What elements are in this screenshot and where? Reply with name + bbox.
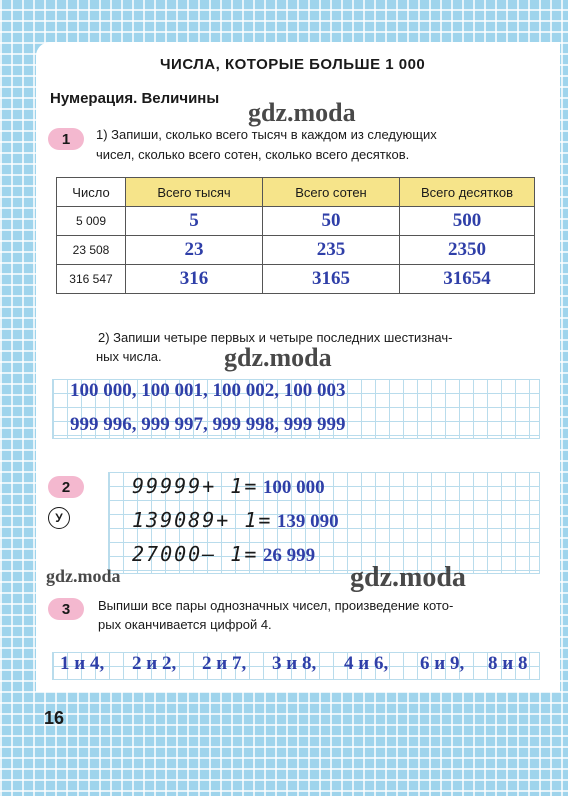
section-subtitle: Нумерация. Величины xyxy=(50,90,220,107)
task-1-number: 1 xyxy=(48,128,84,150)
pair-answer: 1 и 4, xyxy=(60,653,105,674)
task-1-part-2-line-2: ных числа. xyxy=(96,349,162,364)
equation-3-answer: 26 999 xyxy=(262,545,316,566)
task-2-number: 2 xyxy=(48,476,84,498)
table-row xyxy=(57,236,535,265)
pair-answer: 4 и 6, xyxy=(344,653,389,674)
cell-number: 5 009 xyxy=(57,207,126,236)
equation-2 xyxy=(132,508,339,533)
cell-tens: 31654 xyxy=(400,265,535,294)
cell-tens: 2350 xyxy=(400,236,535,265)
watermark: gdz.moda xyxy=(248,98,356,127)
page-title: ЧИСЛА, КОТОРЫЕ БОЛЬШЕ 1 000 xyxy=(160,56,426,73)
cell-hundreds: 3165 xyxy=(263,265,400,294)
cell-thousands: 5 xyxy=(126,207,263,236)
pair-answer: 8 и 8 xyxy=(488,653,528,674)
equation-2-expression: 139089+ 1= xyxy=(132,508,273,532)
cell-number: 316 547 xyxy=(57,265,126,294)
cell-hundreds: 50 xyxy=(263,207,400,236)
answer-first-numbers: 100 000, 100 001, 100 002, 100 003 xyxy=(70,380,346,401)
watermark: gdz.moda xyxy=(46,566,121,586)
pair-answer: 2 и 2, xyxy=(132,653,177,674)
watermark: gdz.moda xyxy=(350,562,466,593)
pair-answer: 3 и 8, xyxy=(272,653,317,674)
equation-1-expression: 99999+ 1= xyxy=(132,474,259,498)
header-hundreds: Всего сотен xyxy=(263,178,400,207)
equation-3 xyxy=(132,542,315,567)
answer-last-numbers: 999 996, 999 997, 999 998, 999 999 xyxy=(70,414,346,435)
task-1-text-line-1: 1) Запиши, сколько всего тысяч в каждом из следующих xyxy=(96,127,437,142)
task-3-number: 3 xyxy=(48,598,84,620)
header-number: Число xyxy=(57,178,126,207)
equation-3-expression: 27000– 1= xyxy=(132,542,259,566)
table-row xyxy=(57,265,535,294)
numbers-table xyxy=(56,177,535,294)
table-header-row xyxy=(57,178,535,207)
header-thousands: Всего тысяч xyxy=(126,178,263,207)
pair-answer: 2 и 7, xyxy=(202,653,247,674)
equation-2-answer: 139 090 xyxy=(276,511,339,532)
pair-answer: 6 и 9, xyxy=(420,653,465,674)
task-1-text-line-2: чисел, сколько всего сотен, сколько всего десятков. xyxy=(96,147,410,162)
task-1-part-2-line-1: 2) Запиши четыре первых и четыре последних шестизнач- xyxy=(98,330,453,345)
equation-1-answer: 100 000 xyxy=(262,477,325,498)
level-marker-icon: У xyxy=(48,507,70,529)
equation-1 xyxy=(132,474,325,499)
watermark: gdz.moda xyxy=(224,343,332,372)
table-row xyxy=(57,207,535,236)
task-3-text-line-1: Выпиши все пары однозначных чисел, произведение кото- xyxy=(98,598,454,613)
page-number: 16 xyxy=(44,708,65,728)
cell-thousands: 23 xyxy=(126,236,263,265)
cell-number: 23 508 xyxy=(57,236,126,265)
cell-thousands: 316 xyxy=(126,265,263,294)
cell-tens: 500 xyxy=(400,207,535,236)
task-3-text-line-2: рых оканчивается цифрой 4. xyxy=(98,617,272,632)
cell-hundreds: 235 xyxy=(263,236,400,265)
header-tens: Всего десятков xyxy=(400,178,535,207)
